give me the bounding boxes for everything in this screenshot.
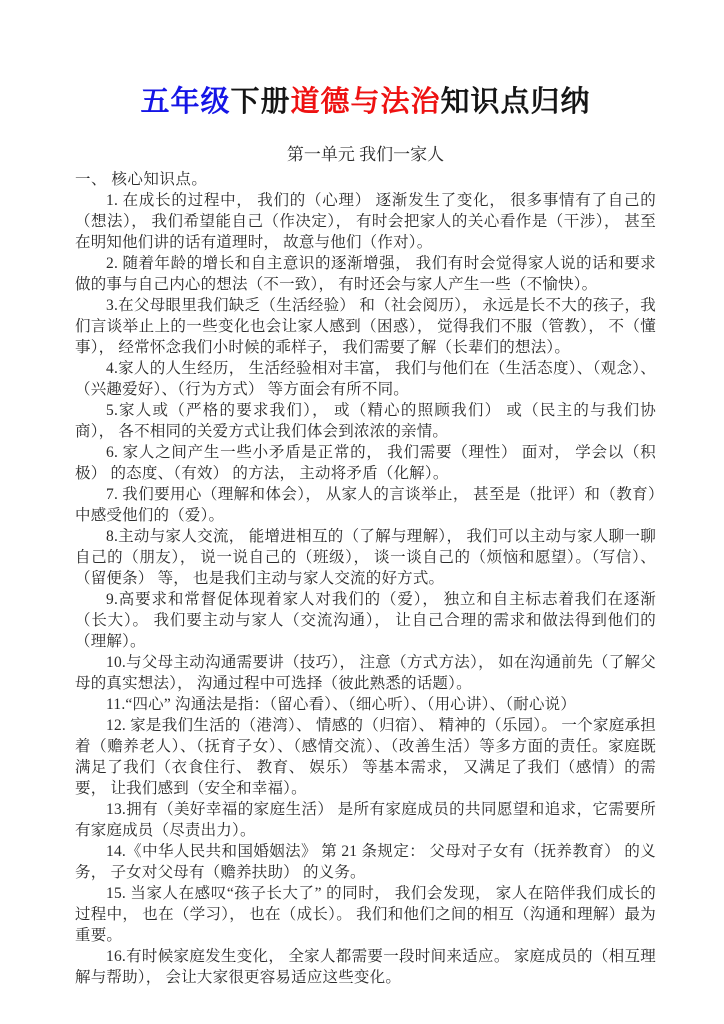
knowledge-point: 11.“四心” 沟通法是指：（留心看）、（细心听）、（用心讲）、（耐心说） xyxy=(106,696,577,713)
knowledge-point: 6. 家人之间产生一些小矛盾是正常的， 我们需要（理性） 面对， 学会以（积极） 的态度、（有效） 的方法， 主动将矛盾（化解）。 xyxy=(75,444,656,482)
title-subject-segment: 道德与法治 xyxy=(290,86,441,118)
title-suffix-segment: 知识点归纳 xyxy=(440,86,591,118)
knowledge-point: 8.主动与家人交流， 能增进相互的（了解与理解）， 我们可以主动与家人聊一聊自己的（朋友）， 说一说自己的（班级）， 谈一谈自己的（烦恼和愿望）。（写信）、（留便条） 等， 也是我们主动与家人交流的好方式。 xyxy=(75,528,656,587)
knowledge-point: 15. 当家人在感叹“孩子长大了” 的同时， 我们会发现， 家人在陪伴我们成长的过程中， 也在（学习）， 也在（成长）。 我们和他们之间的相互（沟通和理解）最为重要。 xyxy=(75,885,656,944)
knowledge-point: 7. 我们要用心（理解和体会）， 从家人的言谈举止， 甚至是（批评）和（教育）中感受他们的（爱）。 xyxy=(75,486,656,524)
knowledge-point: 13.拥有（美好幸福的家庭生活） 是所有家庭成员的共同愿望和追求，它需要所有家庭成员（尽责出力）。 xyxy=(75,801,656,839)
knowledge-point: 9.高要求和常督促体现着家人对我们的（爱）， 独立和自主标志着我们在逐渐（长大）。 我们要主动与家人（交流沟通）， 让自己合理的需求和做法得到他们的（理解）。 xyxy=(75,591,656,650)
unit-heading: 第一单元 我们一家人 xyxy=(286,145,445,164)
core-points-heading: 一、 核心知识点。 xyxy=(75,171,208,188)
document-title xyxy=(75,84,656,120)
knowledge-points-list xyxy=(75,190,656,988)
knowledge-point: 4.家人的人生经历， 生活经验相对丰富， 我们与他们在（生活态度）、（观念）、（兴趣爱好）、（行为方式） 等方面会有所不同。 xyxy=(75,360,656,398)
knowledge-point: 2. 随着年龄的增长和自主意识的逐渐增强， 我们有时会觉得家人说的话和要求做的事与自己内心的想法（不一致）， 有时还会与家人产生一些（不愉快）。 xyxy=(75,255,656,293)
knowledge-point: 1. 在成长的过程中， 我们的（心理） 逐渐发生了变化， 很多事情有了自己的（想法）， 我们希望能自己（作决定）， 有时会把家人的关心看作是（干涉）， 甚至在明知他们讲的话有道理时， 故意与他们（作对）。 xyxy=(75,192,656,251)
knowledge-point: 5.家人或（严格的要求我们）， 或（精心的照顾我们） 或（民主的与我们协商）， 各不相同的关爱方式让我们体会到浓浓的亲情。 xyxy=(75,402,656,440)
title-grade-segment: 五年级 xyxy=(140,86,231,118)
knowledge-point: 16.有时候家庭发生变化， 全家人都需要一段时间来适应。 家庭成员的（相互理解与帮助）， 会让大家很更容易适应这些变化。 xyxy=(75,948,656,986)
knowledge-point: 12. 家是我们生活的（港湾）、 情感的（归宿）、 精神的（乐园）。 一个家庭承担着（赡养老人）、（抚育子女）、（感情交流）、（改善生活）等多方面的责任。家庭既满足了我们（衣食住行、 教育、 娱乐） 等基本需求， 又满足了我们（感情）的需要， 让我们感到（安全和幸福）。 xyxy=(75,717,656,797)
knowledge-point: 10.与父母主动沟通需要讲（技巧）， 注意（方式方法）， 如在沟通前先（了解父母的真实想法）， 沟通过程中可选择（彼此熟悉的话题）。 xyxy=(75,654,656,692)
title-volume-segment: 下册 xyxy=(230,86,291,118)
knowledge-point: 3.在父母眼里我们缺乏（生活经验） 和（社会阅历）， 永远是长不大的孩子，我们言谈举止上的一些变化也会让家人感到（困惑）， 觉得我们不服（管教）， 不（懂事）， 经常怀念我们小时候的乖样子， 我们需要了解（长辈们的想法）。 xyxy=(75,297,656,356)
knowledge-point: 14.《中华人民共和国婚姻法》 第 21 条规定： 父母对子女有（抚养教育） 的义务， 子女对父母有（赡养扶助） 的义务。 xyxy=(75,843,656,881)
